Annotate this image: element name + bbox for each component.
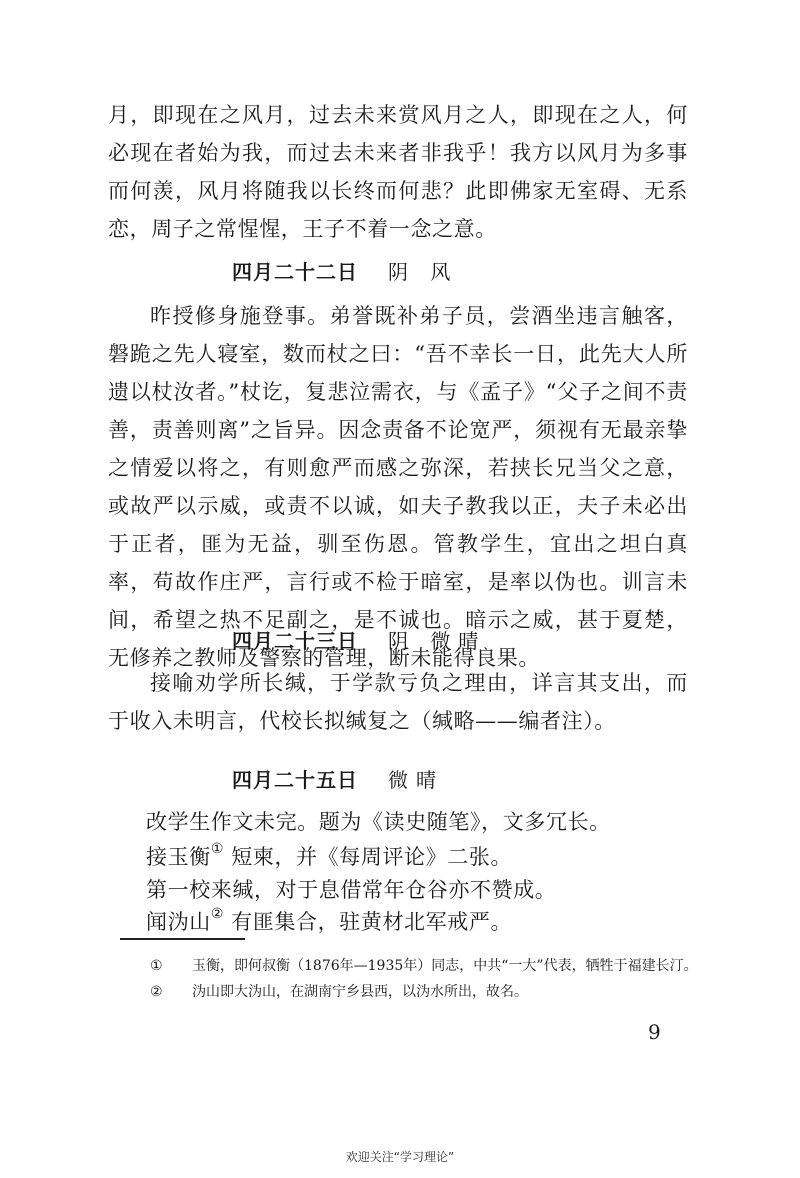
footnote-mark: ①: [150, 958, 163, 974]
footnote-1: [150, 955, 698, 977]
entry-text: 有匪集合，驻黄材北军戒严。: [223, 910, 513, 934]
heading-weather: 阴 风: [388, 260, 459, 284]
entry-line: 改学生作文未完。题为《读史随笔》，文多冗长。: [146, 810, 611, 834]
entry-text: 接玉衡: [146, 845, 211, 869]
heading-date: 四月二十二日: [232, 260, 358, 284]
diary-heading-apr22: [232, 258, 458, 286]
footnote-2: [150, 981, 528, 1003]
entry-line: [146, 842, 512, 872]
entry-line: 第一校来缄，对于息借常年仓谷亦不赞成。: [146, 878, 557, 902]
heading-date: 四月二十三日: [232, 629, 358, 653]
heading-weather: 阴 微晴: [388, 629, 487, 653]
entry-text: 闻沩山: [146, 910, 211, 934]
footnote-text: 沩山即大沩山，在湖南宁乡县西，以沩水所出，故名。: [192, 984, 528, 1000]
heading-weather: 微晴: [388, 768, 444, 792]
paragraph-apr23: 接喻劝学所长缄，于学款亏负之理由，详言其支出，而于收入未明言，代校长拟缄复之（缄略——编者注）。: [108, 671, 688, 733]
paragraph-continued: 月，即现在之风月，过去未来赏风月之人，即现在之人，何必现在者始为我，而过去未来者非我乎！我方以风月为多事而何羡，风月将随我以长终而何悲？此即佛家无室碍、无系恋，周子之常惺惺，王子不着一念之意。: [108, 103, 688, 241]
footnote-mark: ②: [150, 984, 163, 1000]
diary-heading-apr25: [232, 766, 444, 794]
page-number: 9: [648, 1020, 661, 1044]
watermark-text: 欢迎关注“学习理论”: [345, 1150, 455, 1164]
entry-text: 短柬，并《每周评论》二张。: [223, 845, 513, 869]
footnote-text: 玉衡，即何叔衡（1876年—1935年）同志，中共“一大”代表，牺牲于福建长汀。: [192, 958, 698, 974]
heading-date: 四月二十五日: [232, 768, 358, 792]
footnote-ref-1[interactable]: ①: [210, 841, 224, 857]
diary-heading-apr23: [232, 627, 486, 655]
footnote-divider: [120, 938, 245, 940]
paragraph-apr22: 昨授修身施登事。弟誉既补弟子员，尝酒坐违言触客，磐跪之先人寝室，数而杖之曰：“吾不幸长一日，此先大人所遗以杖汝者。”杖讫，复悲泣需衣，与《孟子》“父子之间不责善，责善则离”之旨异。因念责备不论宽严，须视有无最亲挚之情爱以将之，有则愈严而感之弥深，若挟长兄当父之意，或故严以示威，或责不以诚，如夫子教我以正，夫子未必出于正者，匪为无益，驯至伤恩。管教学生，宜出之坦白真率，苟故作庄严，言行或不检于暗室，是率以伪也。训言未间，希望之热不足副之，是不诚也。暗示之威，甚于夏楚，无修养之教师及警察的管理，断未能得良果。: [108, 304, 688, 670]
footnote-ref-2[interactable]: ②: [210, 906, 224, 922]
entry-line: [146, 907, 512, 937]
